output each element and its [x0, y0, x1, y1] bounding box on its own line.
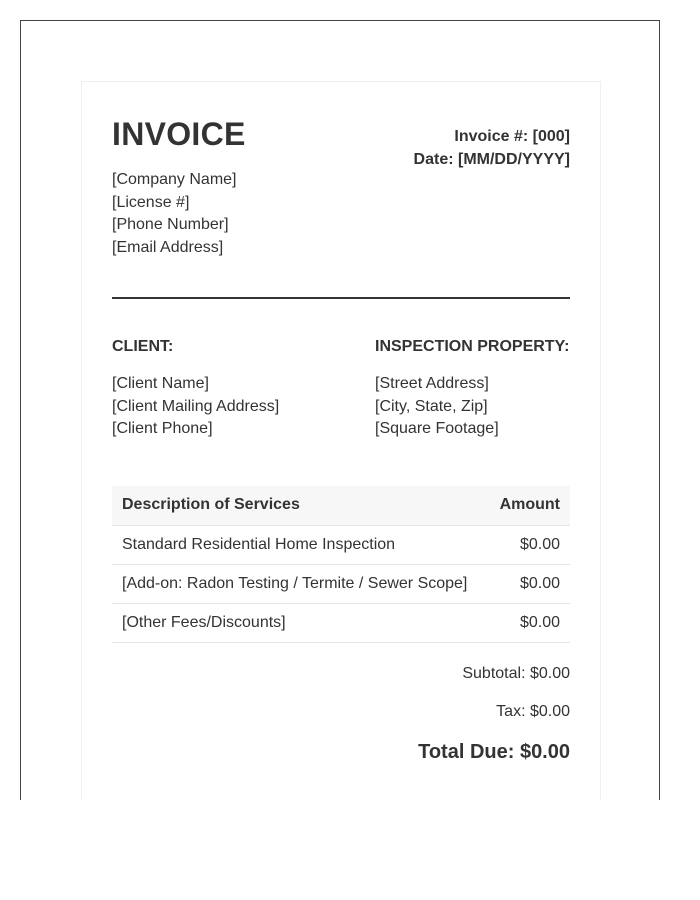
invoice-content [112, 112, 570, 764]
property-details [375, 373, 570, 441]
company-email: [Email Address] [112, 238, 224, 256]
service-description: Standard Residential Home Inspection [112, 525, 487, 564]
service-description: [Other Fees/Discounts] [112, 603, 487, 642]
invoice-header [112, 112, 570, 259]
header-divider [112, 297, 570, 299]
company-license: [License #] [112, 193, 190, 211]
table-row [112, 564, 570, 603]
table-row [112, 603, 570, 642]
subtotal: Subtotal: $0.00 [462, 664, 570, 682]
property-block [375, 336, 570, 441]
service-description: [Add-on: Radon Testing / Termite / Sewer Scope] [112, 564, 487, 603]
client-phone: [Client Phone] [112, 420, 213, 437]
property-heading: INSPECTION PROPERTY: [375, 338, 570, 355]
parties-section [112, 336, 570, 441]
total-due: Total Due: $0.00 [418, 740, 570, 763]
service-amount: $0.00 [487, 603, 570, 642]
property-street: [Street Address] [375, 375, 489, 392]
client-name: [Client Name] [112, 375, 209, 392]
company-block [112, 112, 246, 259]
property-square-footage: [Square Footage] [375, 420, 499, 437]
table-row [112, 525, 570, 564]
client-mailing-address: [Client Mailing Address] [112, 397, 280, 415]
description-column-header: Description of Services [112, 486, 487, 526]
client-block [112, 336, 279, 441]
property-city-state-zip: [City, State, Zip] [375, 397, 488, 415]
company-phone: [Phone Number] [112, 216, 229, 233]
service-amount: $0.00 [487, 564, 570, 603]
company-name: [Company Name] [112, 171, 237, 188]
services-table [112, 486, 570, 643]
company-details [112, 169, 246, 259]
services-header-row [112, 486, 570, 526]
service-amount: $0.00 [487, 525, 570, 564]
invoice-meta [414, 112, 570, 171]
client-details [112, 373, 279, 441]
invoice-date: Date: [MM/DD/YYYY] [413, 150, 570, 168]
tax: Tax: $0.00 [496, 702, 570, 720]
totals-block [112, 664, 570, 764]
invoice-title: INVOICE [112, 116, 246, 152]
invoice-number: Invoice #: [000] [454, 128, 570, 145]
client-heading: CLIENT: [112, 338, 174, 355]
amount-column-header: Amount [487, 486, 570, 526]
